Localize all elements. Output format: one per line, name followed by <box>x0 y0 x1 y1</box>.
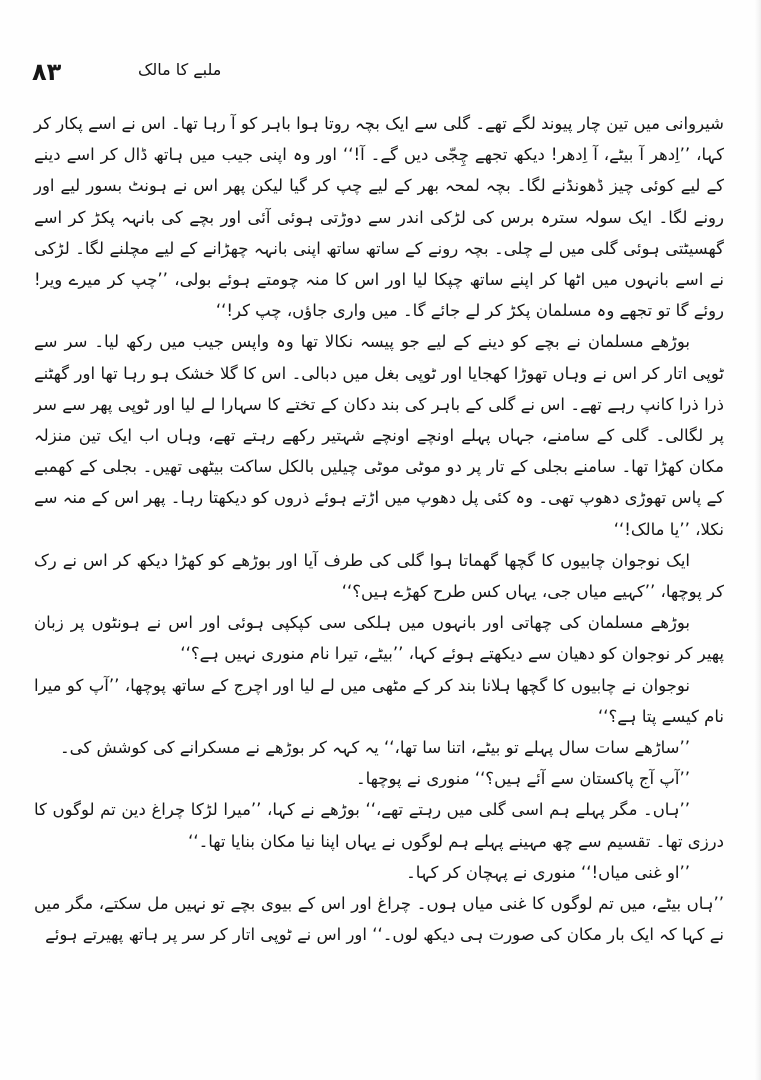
paragraph: شیروانی میں تین چار پیوند لگے تھے۔ گلی سے ایک بچہ روتا ہوا باہر کو آ رہا تھا۔ اس نے اسے پکار کر کہا، ’’اِدھر آ بیٹے، آ اِدھر! دیکھ تجھے چِجّی دیں گے۔ آ!‘‘ اور وہ اپنی جیب میں ہاتھ ڈال کر اسے دینے کے لیے کوئی چیز ڈھونڈنے لگا۔ بچہ لمحہ بھر کے لیے چپ کر گیا لیکن پھر اس نے ہونٹ بسور لیے اور رونے لگا۔ ایک سولہ سترہ برس کی لڑکی اندر سے دوڑتی ہوئی آئی اور بچے کی بانہہ پکڑ کر اسے گھسیٹتی ہوئی گلی میں لے چلی۔ بچہ رونے کے ساتھ ساتھ اپنی بانہہ چھڑانے کے لیے مچلنے لگا۔ لڑکی نے اسے بانہوں میں اٹھا کر اپنے ساتھ چپکا لیا اور اس کا منہ چومتے ہوئے بولی، ’’چپ کر میرے ویر! روئے گا تو تجھے وہ مسلمان پکڑ کر لے جائے گا۔ میں واری جاؤں، چپ کر!‘‘ <box>34 114 724 321</box>
paragraph: ایک نوجوان چابیوں کا گچھا گھماتا ہوا گلی کی طرف آیا اور بوڑھے کو کھڑا دیکھ کر اس نے رک کر پوچھا، ’’کہیے میاں جی، یہاں کس طرح کھڑے ہیں؟‘‘ <box>34 550 724 602</box>
body-text <box>34 108 724 950</box>
paragraph: ’’ہاں بیٹے، میں تم لوگوں کا غنی میاں ہوں۔ چراغ اور اس کے بیوی بچے تو نہیں مل سکتے، مگر میں نے کہا کہ ایک بار مکان کی صورت ہی دیکھ لوں۔‘‘ اور اس نے ٹوپی اتار کر سر پر ہاتھ پھیرتے ہوئے <box>34 894 724 945</box>
paragraph: ’’ہاں۔ مگر پہلے ہم اسی گلی میں رہتے تھے،‘‘ بوڑھے نے کہا، ’’میرا لڑکا چراغ دین تم لوگوں کا درزی تھا۔ تقسیم سے چھ مہینے پہلے ہم لوگوں نے یہاں اپنا نیا مکان بنایا تھا۔‘‘ <box>34 800 724 851</box>
dialog-line: ’’آپ آج پاکستان سے آئے ہیں؟‘‘ منوری نے پوچھا۔ <box>355 769 690 789</box>
scan-edge-shadow <box>755 0 761 1080</box>
page-number: ۸۳ <box>32 58 62 86</box>
paragraph: بوڑھے مسلمان نے بچے کو دینے کے لیے جو پیسہ نکالا تھا وہ واپس جیب میں رکھ لیا۔ سر سے ٹوپی اتار کر اس نے وہاں تھوڑا کھجایا اور ٹوپی بغل میں دبالی۔ اس کا گلا خشک ہو رہا تھا اور گھٹنے ذرا ذرا کانپ رہے تھے۔ اس نے گلی کے باہر کی بند دکان کے تختے کا سہارا لے لیا اور ٹوپی پھر سے سر پر لگالی۔ گلی کے سامنے، جہاں پہلے اونچے اونچے شہتیر رکھے رہتے تھے، وہاں اب ایک تین منزلہ مکان کھڑا تھا۔ سامنے بجلی کے تار پر دو موٹی موٹی چیلیں بالکل ساکت بیٹھی تھیں۔ بجلی کے کھمبے کے پاس تھوڑی دھوپ تھی۔ وہ کئی پل دھوپ میں اڑتے ہوئے ذروں کو دیکھتا رہا۔ پھر اس کے منہ سے نکلا، ’’یا مالک!‘‘ <box>34 332 724 539</box>
dialog-line: ’’ساڑھے سات سال پہلے تو بیٹے، اتنا سا تھا،‘‘ یہ کہہ کر بوڑھے نے مسکرانے کی کوشش کی۔ <box>59 738 690 758</box>
page-header <box>30 58 730 94</box>
running-title: ملبے کا مالک <box>138 60 222 79</box>
paragraph: نوجوان نے چابیوں کا گچھا ہلانا بند کر کے مٹھی میں لے لیا اور اچرج کے ساتھ پوچھا، ’’آپ کو میرا نام کیسے پتا ہے؟‘‘ <box>34 675 724 726</box>
dialog-line: ’’او غنی میاں!‘‘ منوری نے پہچان کر کہا۔ <box>406 862 690 882</box>
paragraph: بوڑھے مسلمان کی چھاتی اور بانہوں میں ہلکی سی کپکپی ہوئی اور اس نے ہونٹوں پر زبان پھیر کر نوجوان کو دھیان سے دیکھتے ہوئے کہا، ’’بیٹے، تیرا نام منوری نہیں ہے؟‘‘ <box>34 613 724 664</box>
